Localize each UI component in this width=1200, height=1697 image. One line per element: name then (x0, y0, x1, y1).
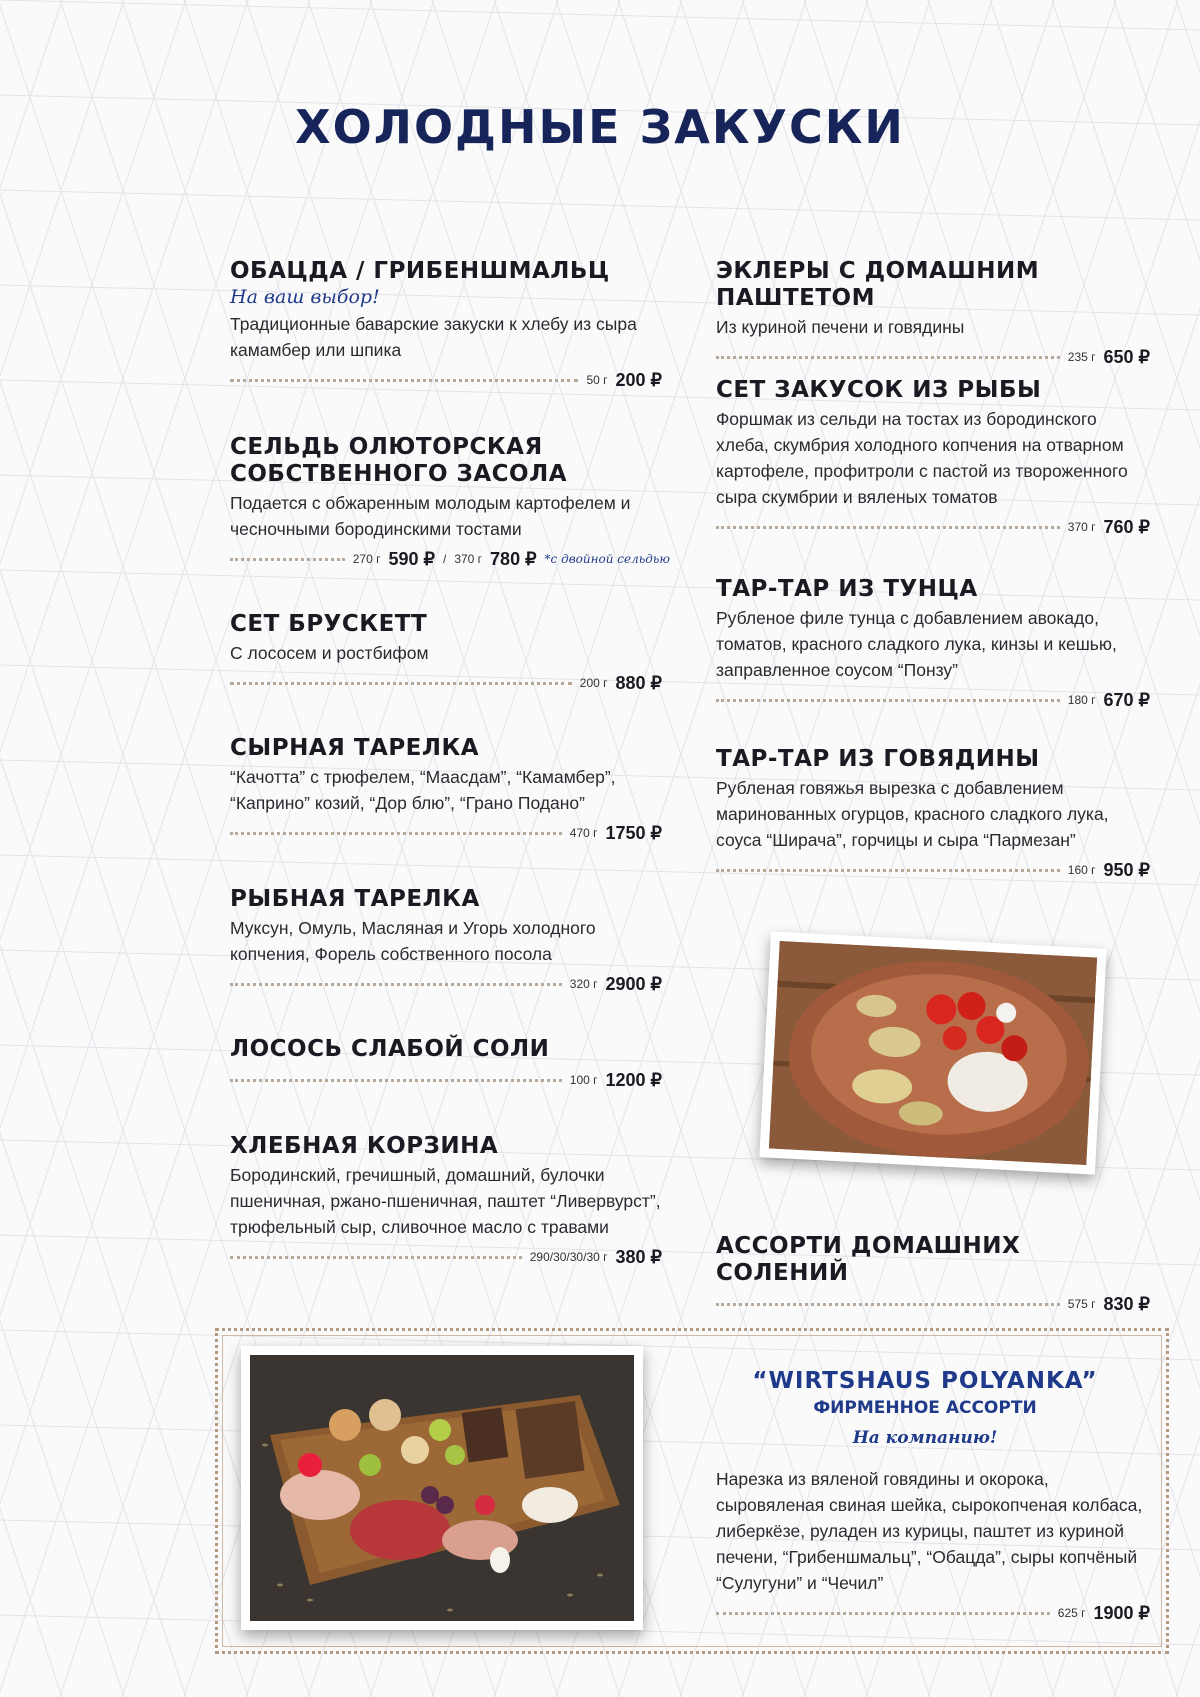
item-weight: 625 г (1057, 1606, 1086, 1620)
item-weight: 320 г (569, 977, 598, 991)
price-line (716, 689, 1150, 711)
price-line (716, 1293, 1150, 1315)
background-line (0, 0, 124, 1697)
item-price: 670 ₽ (1103, 689, 1150, 710)
item-price: 950 ₽ (1103, 859, 1150, 880)
signature-subtitle: ФИРМЕННОЕ АССОРТИ (813, 1398, 1037, 1418)
item-price: 380 ₽ (615, 1246, 662, 1267)
item-description: С лососем и ростбифом (230, 643, 429, 663)
item-weight: 290/30/30/30 г (529, 1250, 608, 1264)
dotted-leader (230, 558, 345, 561)
item-description: Бородинский, гречишный, домашний, булочки пшеничная, ржано-пшеничная, паштет “Ливервурст”, трюфельный сыр, сливочное масло с травами (230, 1165, 661, 1237)
item-name: СЫРНАЯ ТАРЕЛКА (230, 735, 480, 761)
price-line (230, 822, 662, 844)
dotted-leader (230, 379, 578, 382)
item-description: Рубленое филе тунца с добавлением авокадо, томатов, красного сладкого лука, кинзы и кешью, заправленное соусом “Понзу” (716, 608, 1117, 680)
menu-item-fish-set (716, 377, 1150, 538)
dotted-leader (230, 983, 562, 986)
background-line (0, 0, 124, 1697)
dotted-leader (230, 682, 572, 685)
item-price: 880 ₽ (615, 672, 662, 693)
item-name: ТАР-ТАР ИЗ ГОВЯДИНЫ (716, 746, 1040, 772)
item-name: АССОРТИ ДОМАШНИХ СОЛЕНИЙ (716, 1233, 1021, 1286)
item-weight: 180 г (1067, 693, 1096, 707)
item-description: Из куриной печени и говядины (716, 317, 965, 337)
dotted-leader (716, 356, 1060, 359)
background-line (0, 0, 62, 1697)
item-name: ХЛЕБНАЯ КОРЗИНА (230, 1133, 499, 1159)
menu-item-bruschetta (230, 611, 662, 694)
item-weight: 50 г (586, 373, 608, 387)
item-name: СЕТ ЗАКУСОК ИЗ РЫБЫ (716, 377, 1042, 403)
menu-item-beef-tartare (716, 746, 1150, 881)
dotted-leader (716, 1612, 1050, 1615)
item-price: 200 ₽ (615, 369, 662, 390)
dotted-leader (716, 699, 1060, 702)
menu-item-salmon (230, 1036, 662, 1091)
price-line (230, 548, 670, 570)
dotted-leader (230, 1079, 562, 1082)
background-line (1176, 0, 1200, 1697)
item-weight-alt: 370 г (454, 552, 483, 566)
item-description: Подается с обжаренным молодым картофелем и чесночными бородинскими тостами (230, 493, 631, 539)
price-line (716, 859, 1150, 881)
page-title: ХОЛОДНЫЕ ЗАКУСКИ (295, 100, 905, 154)
item-description: “Качотта” с трюфелем, “Маасдам”, “Камамбер”, “Каприно” козий, “Дор блю”, “Грано Подано” (230, 767, 616, 813)
item-price: 2900 ₽ (605, 973, 662, 994)
item-description: Традиционные баварские закуски к хлебу из сыра камамбер или шпика (230, 314, 637, 360)
dotted-leader (716, 526, 1060, 529)
item-price: 650 ₽ (1103, 346, 1150, 367)
menu-item-herring (230, 434, 670, 570)
item-price: 1750 ₽ (605, 822, 662, 843)
background-line (0, 0, 1200, 30)
background-line (1176, 0, 1200, 1697)
background-line (0, 0, 186, 1697)
background-line (0, 0, 248, 1697)
price-line (230, 1246, 662, 1268)
item-name: ОБАЦДА / ГРИБЕНШМАЛЬЦ (230, 258, 610, 284)
item-name: ЭКЛЕРЫ С ДОМАШНИМ ПАШТЕТОМ (716, 258, 1040, 311)
price-separator: / (442, 552, 447, 566)
background-line (0, 0, 186, 1697)
dotted-leader (230, 1256, 522, 1259)
price-line (716, 516, 1150, 538)
menu-item-fish-plate (230, 886, 662, 995)
menu-item-signature-platter (716, 1464, 1150, 1624)
price-line (230, 973, 662, 995)
price-line (230, 369, 662, 391)
item-name: СЕТ БРУСКЕТТ (230, 611, 428, 637)
item-weight: 575 г (1067, 1297, 1096, 1311)
item-name: ТАР-ТАР ИЗ ТУНЦА (716, 576, 978, 602)
price-line (230, 1069, 662, 1091)
dotted-leader (230, 832, 562, 835)
item-weight: 200 г (579, 676, 608, 690)
menu-item-eclairs (716, 258, 1150, 368)
item-price: 760 ₽ (1103, 516, 1150, 537)
item-description: Муксун, Омуль, Масляная и Угорь холодного копчения, Форель собственного посола (230, 918, 596, 964)
price-line (230, 672, 662, 694)
menu-item-cheese-plate (230, 735, 662, 844)
item-note: На ваш выбор! (230, 286, 380, 308)
signature-note: На компанию! (852, 1428, 998, 1448)
dotted-leader (716, 869, 1060, 872)
item-price-alt: 780 ₽ (490, 548, 537, 569)
menu-item-bread-basket (230, 1133, 662, 1268)
dotted-leader (716, 1303, 1060, 1306)
item-price: 590 ₽ (388, 548, 435, 569)
menu-item-tuna-tartare (716, 576, 1150, 711)
item-name: ЛОСОСЬ СЛАБОЙ СОЛИ (230, 1036, 550, 1062)
item-weight: 160 г (1067, 863, 1096, 877)
price-note: *с двойной сельдью (544, 552, 670, 566)
item-name: РЫБНАЯ ТАРЕЛКА (230, 886, 480, 912)
item-price: 830 ₽ (1103, 1293, 1150, 1314)
item-weight: 235 г (1067, 350, 1096, 364)
item-description: Нарезка из вяленой говядины и окорока, сыровяленая свиная шейка, сырокопченая колбаса, либеркёзе, руладен из курицы, паштет из куриной печени, “Грибеншмальц”, “Обацда”, сыры копчёный “Сулугуни” и “Чечил” (716, 1469, 1143, 1593)
price-line (716, 1602, 1150, 1624)
meat-platter-photo (241, 1346, 643, 1630)
item-weight: 470 г (569, 826, 598, 840)
item-description: Рубленая говяжья вырезка с добавлением маринованных огурцов, красного сладкого лука, соуса “Ширача”, горчицы и сыра “Пармезан” (716, 778, 1109, 850)
item-name: СЕЛЬДЬ ОЛЮТОРСКАЯ СОБСТВЕННОГО ЗАСОЛА (230, 434, 568, 487)
menu-item-pickles (716, 1233, 1150, 1315)
item-weight: 100 г (569, 1073, 598, 1087)
item-description: Форшмак из сельди на тостах из бородинского хлеба, скумбрия холодного копчения на отварном картофеле, профитроли с пастой из твороженного сыра скумбрии и вяленых томатов (716, 409, 1128, 507)
item-price: 1900 ₽ (1093, 1602, 1150, 1623)
menu-item-obatzda (230, 258, 662, 391)
signature-title: “WIRTSHAUS POLYANKA” (752, 1368, 1098, 1394)
price-line (716, 346, 1150, 368)
background-line (0, 0, 62, 1697)
background-line (0, 0, 248, 1697)
item-weight: 370 г (1067, 520, 1096, 534)
item-weight: 270 г (352, 552, 381, 566)
pickles-bowl-photo (759, 931, 1106, 1174)
item-price: 1200 ₽ (605, 1069, 662, 1090)
